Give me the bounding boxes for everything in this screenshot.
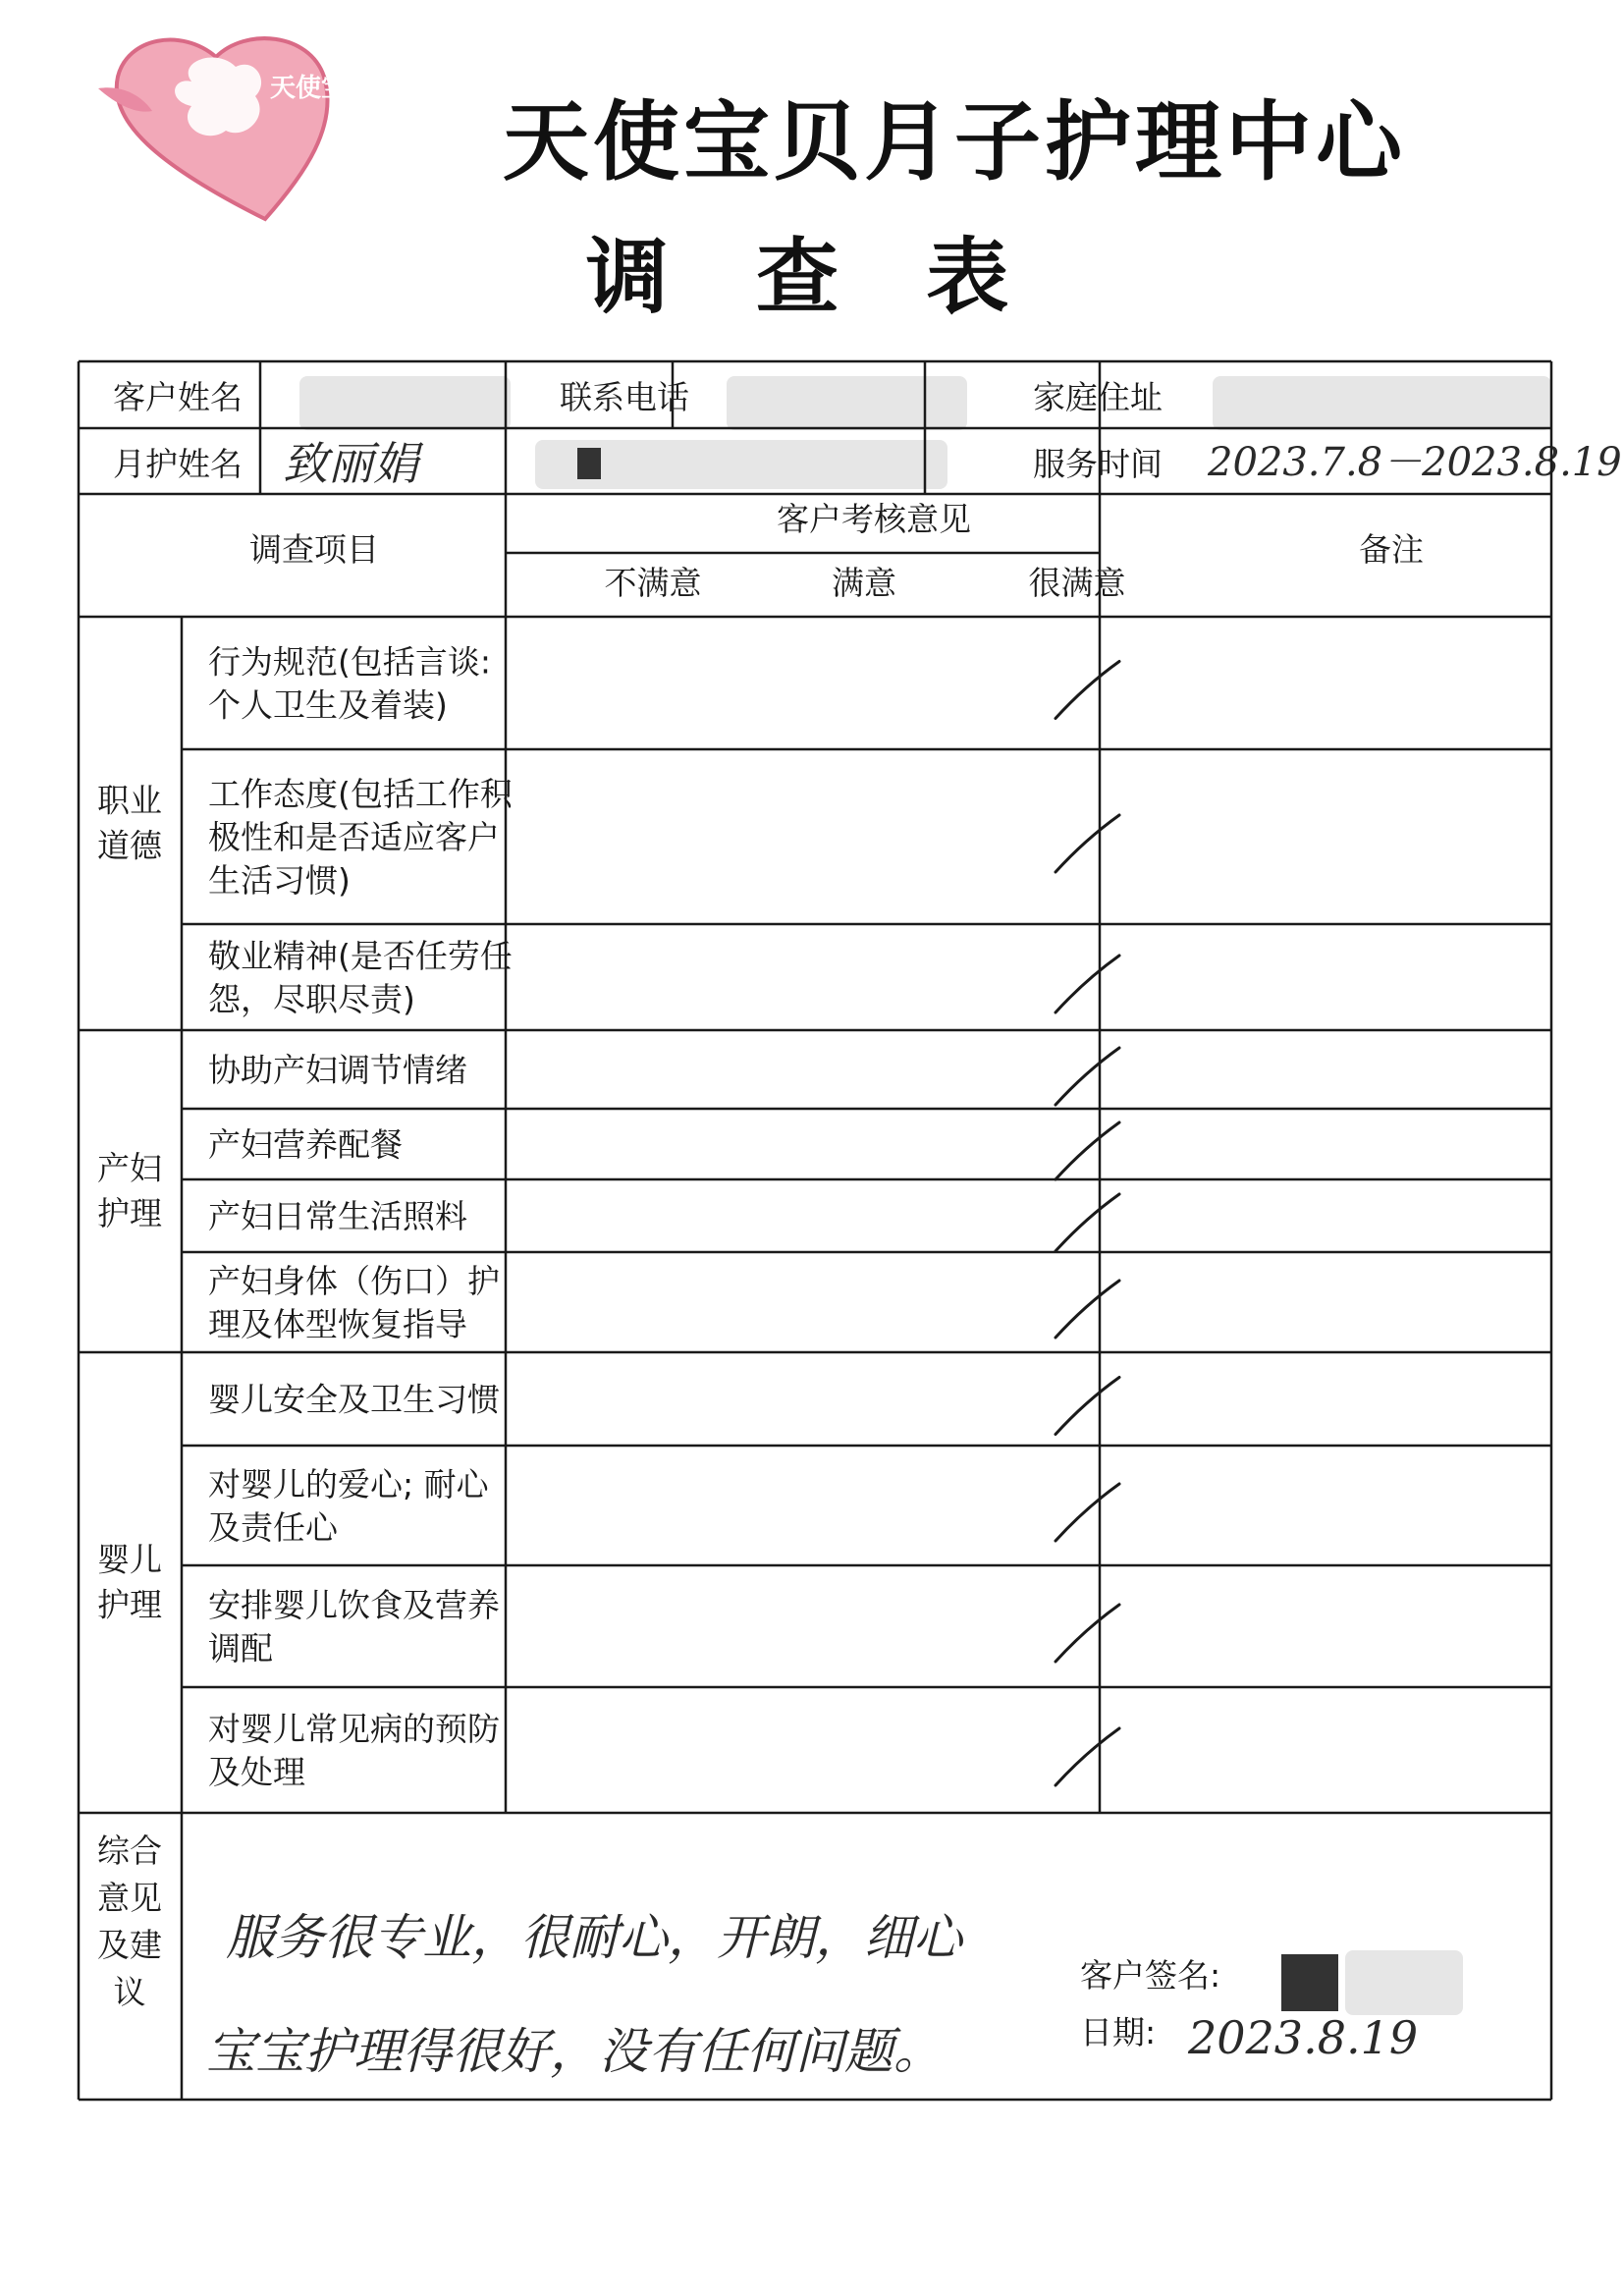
group-label: 道德 (97, 826, 162, 865)
nanny-name-label: 月护姓名 (113, 445, 243, 483)
survey-item-text: 及处理 (208, 1753, 305, 1791)
group-label: 产妇 (97, 1149, 162, 1187)
summary-label-line: 意见 (97, 1879, 162, 1917)
check-mark-icon (1056, 1122, 1119, 1179)
summary-label-line: 议 (113, 1973, 146, 2011)
table-row (208, 1194, 1119, 1251)
summary-label-line: 综合 (97, 1831, 162, 1870)
table-row (208, 1465, 1119, 1547)
survey-item-text: 产妇营养配餐 (208, 1125, 403, 1164)
customer-name-label: 客户姓名 (113, 378, 243, 416)
survey-table (79, 361, 1622, 2100)
service-time-value: 2023.7.8－2023.8.19 (1208, 440, 1622, 485)
check-mark-icon (1056, 1048, 1119, 1105)
group-label: 职业 (97, 781, 162, 820)
table-row (208, 1048, 1119, 1105)
check-mark-icon (1056, 1194, 1119, 1251)
table-row (208, 1262, 1119, 1343)
survey-item-text: 产妇日常生活照料 (208, 1197, 467, 1235)
service-time-label: 服务时间 (1033, 445, 1163, 483)
date-label: 日期: (1080, 2013, 1157, 2051)
logo-text: 天使宝贝 (270, 74, 373, 103)
summary-label (97, 1831, 162, 2011)
survey-item-text: 极性和是否适应客户 (208, 818, 500, 856)
group-label: 护理 (97, 1585, 162, 1624)
summary-comment-line2: 宝宝护理得很好，没有任何问题。 (206, 2023, 943, 2080)
satisfied-header: 满意 (832, 564, 896, 602)
survey-item-header: 调查项目 (249, 530, 379, 569)
check-mark-icon (1056, 1728, 1119, 1785)
survey-item-text: 产妇身体（伤口）护 (208, 1262, 500, 1300)
survey-item-text: 怨，尽职尽责) (208, 980, 415, 1018)
address-redacted (1213, 376, 1551, 430)
summary-label-line: 及建 (97, 1926, 162, 1964)
check-mark-icon (1056, 1378, 1119, 1435)
check-mark-icon (1056, 956, 1119, 1012)
table-row (208, 643, 1119, 725)
survey-item-text: 行为规范(包括言谈: (208, 642, 491, 682)
nanny-name-value: 致丽娟 (283, 437, 418, 490)
check-mark-icon (1056, 662, 1119, 719)
survey-item-text: 安排婴儿饮食及营养 (208, 1586, 500, 1624)
date-value: 2023.8.19 (1188, 2011, 1419, 2064)
customer-signature-label: 客户签名: (1080, 1956, 1221, 1995)
group-label: 护理 (97, 1194, 162, 1232)
signature-redacted (1281, 1954, 1338, 2011)
group-label: 婴儿 (97, 1540, 162, 1579)
check-mark-icon (1056, 815, 1119, 872)
phone-redacted (727, 376, 967, 430)
check-mark-icon (1056, 1605, 1119, 1662)
survey-item-text: 生活习惯) (208, 861, 351, 900)
survey-item-text: 协助产妇调节情绪 (208, 1051, 467, 1089)
redaction-mark (577, 448, 601, 479)
table-row (208, 1586, 1119, 1667)
survey-item-text: 调配 (208, 1629, 273, 1667)
survey-item-text: 工作态度(包括工作积 (208, 775, 513, 813)
customer-name-redacted (299, 376, 511, 430)
unsatisfied-header: 不满意 (604, 564, 702, 602)
address-label: 家庭住址 (1033, 378, 1163, 416)
survey-item-text: 对婴儿的爱心; 耐心 (208, 1465, 489, 1503)
table-row (208, 937, 1119, 1018)
table-row (208, 1378, 1119, 1435)
check-mark-icon (1056, 1281, 1119, 1338)
survey-item-text: 理及体型恢复指导 (208, 1305, 467, 1343)
summary-comment-line1: 服务很专业，很耐心，开朗，细心 (226, 1909, 962, 1966)
very-satisfied-header: 很满意 (1028, 564, 1126, 602)
survey-item-text: 敬业精神(是否任劳任 (208, 937, 513, 975)
survey-item-text: 及责任心 (208, 1508, 338, 1547)
survey-rows (97, 643, 1119, 1792)
table-row (208, 1710, 1119, 1791)
customer-opinion-header: 客户考核意见 (777, 500, 971, 538)
check-mark-icon (1056, 1484, 1119, 1541)
phone-label: 联系电话 (560, 378, 689, 416)
remarks-header: 备注 (1359, 530, 1424, 569)
survey-item-text: 对婴儿常见病的预防 (208, 1710, 500, 1748)
survey-item-text: 个人卫生及着装) (208, 685, 448, 725)
survey-item-text: 婴儿安全及卫生习惯 (208, 1380, 500, 1419)
signature-redacted-blur (1345, 1950, 1463, 2015)
table-row (208, 775, 1119, 900)
table-row (208, 1122, 1119, 1179)
title-center-name: 天使宝贝月子护理中心 (502, 91, 1406, 192)
title-survey-form: 调 查 表 (585, 229, 1039, 325)
